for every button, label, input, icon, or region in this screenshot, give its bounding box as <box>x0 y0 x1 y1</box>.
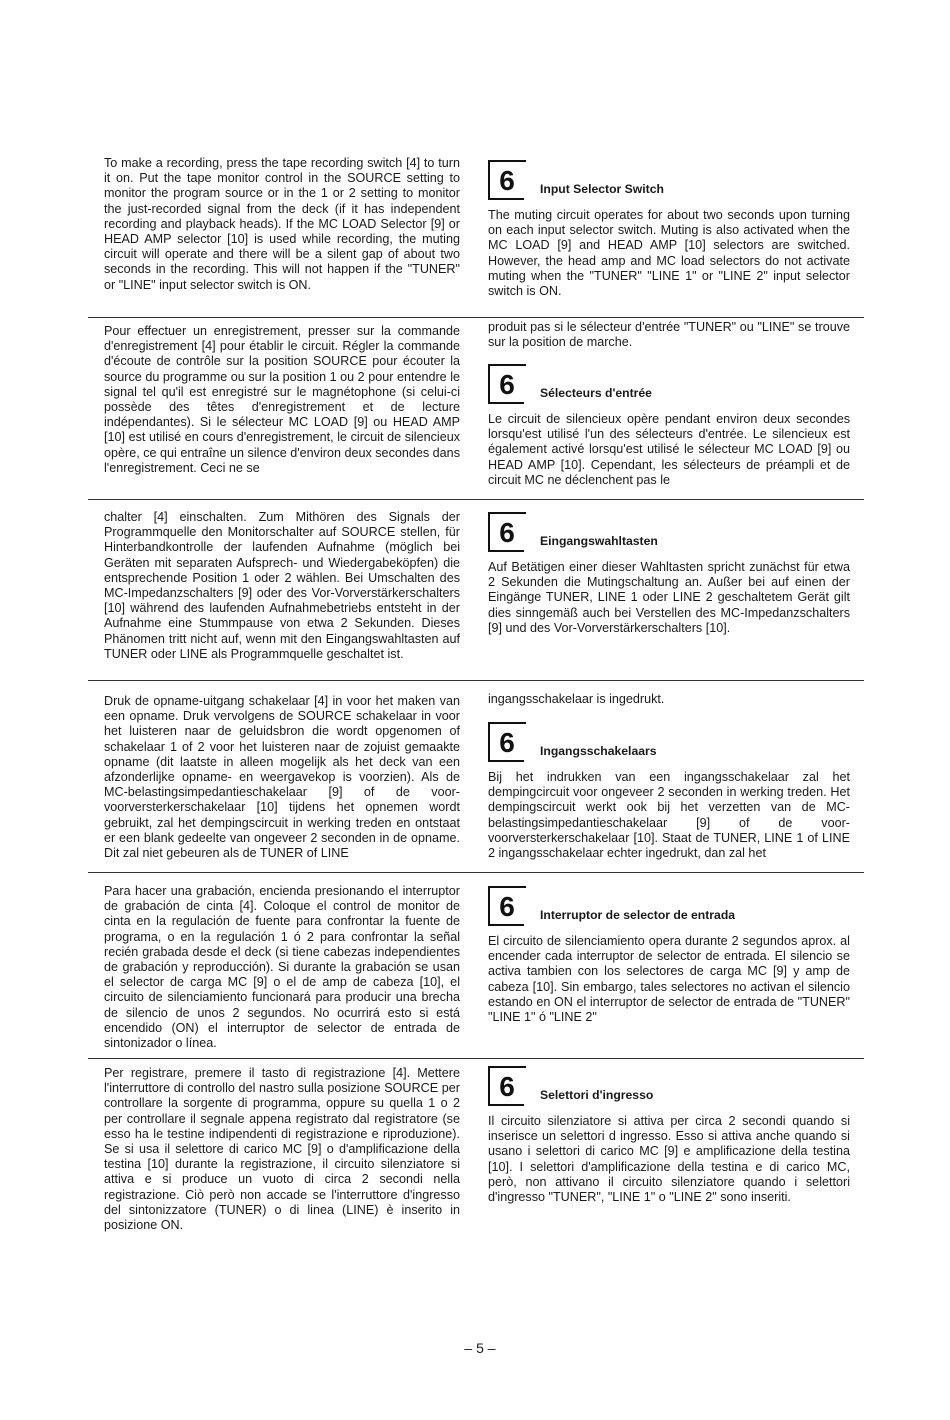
section-body: The muting circuit operates for about two seconds upon turning on each input selector switch. Muting is also activated when the MC LOAD [9] and HEAD AMP [10] selectors are switched. However, the head amp and MC load selectors do not activate muting when the "TUNER" "LINE 1" or "LINE 2" input selector switch is ON. <box>488 208 850 299</box>
section-number: 6 <box>499 369 515 400</box>
german-left-text: chalter [4] einschalten. Zum Mithören des Signals der Programmquelle den Monitorschalter auf SOURCE stellen, für Hinterbandkontrolle der laufenden Aufnahme (möglich bei Geräten mit separaten Aufsprech- und Wiedergabeköpfen) die entsprechende Position 1 oder 2 wählen. Bei Umschalten des MC-Impedanzschalters [9] oder des Vor-Vorverstärkerschalters [10] während des laufenden Aufnahmebetriebs entsteht in der Aufnahme eine Stummpause von etwa 2 Sekunden. Dieses Phänomen tritt nicht auf, wenn mit den Eingangswahltasten auf TUNER oder LINE als Programmquelle geschaltet ist. <box>104 510 460 661</box>
italian-left-text: Per registrare, premere il tasto di registrazione [4]. Mettere l'interruttore di controllo del nastro sulla posizione SOURCE per controllare la sorgente di programma, oppure su quella 1 o 2 per controllare il segnale appena registrato dal registratore (se esso ha le testine indipendenti di registrazione e riproduzione). Se si usa il selettore di carico MC [9] o d'amplificazione della testina [10] durante la registrazione, il circuito silenziatore si attiva e si produce un vuoto di circa 2 secondi nella registrazione. Ciò però non accade se l'interruttore d'ingresso del sintonizzatore (TUNER) o di linea (LINE) è inserito in posizione ON. <box>104 1066 460 1233</box>
section-number: 6 <box>499 891 515 922</box>
divider <box>88 1058 864 1059</box>
section-badge <box>488 160 524 200</box>
section-heading: Input Selector Switch <box>540 182 664 196</box>
page-number: – 5 – <box>464 1340 496 1356</box>
section-body: Le circuit de silencieux opère pendant environ deux secondes lorsqu'est utilisé l'un des sélecteurs d'entrée. Le silencieux est également activé lorsqu'est utilisé le sélecteur MC LOAD [9] ou HEAD AMP [10]. Cependant, les sélecteurs de préampli et de circuit MC ne déclenchent pas le <box>488 412 850 487</box>
section-body: Bij het indrukken van een ingangsschakelaar zal het dempingcircuit voor ongeveer 2 seconden in werking treden. Het dempingscircuit werkt ook bij het verzetten van de MC-belastingsimpedantieschakelaar [9] of de voor-voorversterkerschakelaar [10]. Staat de TUNER, LINE 1 of LINE 2 ingangsschakelaar echter ingedrukt, dan zal het <box>488 770 850 861</box>
section-heading: Sélecteurs d'entrée <box>540 386 652 400</box>
spanish-left-text: Para hacer una grabación, encienda presionando el interruptor de grabación de cinta [4]. Coloque el control de monitor de cinta en la regulación de fuente para confrontar la fuente de programa, o en la regulación 1 ó 2 para confrontar la señal recién grabada desde el deck (si tiene cabezas independientes de grabación y reproducción). Si durante la grabación se usan el selector de carga MC [9] o el de amp de cabeza [10], el circuito de silenciamiento funcionará para producir una brecha de silencio de unos 2 segundos. No ocurrirá esto si está encendido (ON) el interruptor de selector de entrada de sintonizador o línea. <box>104 884 460 1051</box>
section-number: 6 <box>499 165 515 196</box>
divider <box>88 499 864 500</box>
section-number: 6 <box>499 1071 515 1102</box>
section-body: Auf Betätigen einer dieser Wahltasten spricht zunächst für etwa 2 Sekunden die Mutingschaltung an. Außer bei auf einen der Eingänge TUNER, LINE 1 oder LINE 2 geschaltetem Gerät gilt dies sinngemäß auch bei Verstellen des MC-Impedanzschalters [9] und des Vor-Vorverstärkerschalters [10]. <box>488 560 850 635</box>
divider <box>88 872 864 873</box>
section-number: 6 <box>499 727 515 758</box>
section-badge <box>488 886 524 926</box>
section-heading: Eingangswahltasten <box>540 534 658 548</box>
section-badge <box>488 722 524 762</box>
section-badge <box>488 364 524 404</box>
divider <box>88 680 864 681</box>
section-badge <box>488 1066 524 1106</box>
section-heading: Selettori d'ingresso <box>540 1088 654 1102</box>
dutch-left-text: Druk de opname-uitgang schakelaar [4] in voor het maken van een opname. Druk vervolgens de SOURCE schakelaar in voor het luisteren naar de geluidsbron die wordt opgenomen of schakelaar 1 of 2 voor het luisteren naar de zojuist gemaakte opname (dit laatste in alleen mogelijk als het deck van een afzonderlijke opname- en weergavekop is voorzien). Als de MC-belastingsimpedantieschakelaar [9] of de voor-voorversterkerschakelaar [10] tijdens het opnemen wordt gebruikt, zal het dempingscircuit in werking treden en ontstaat er een blank gedeelte van ongeveer 2 seconden in de opname. Dit zal niet gebeuren als de TUNER of LINE <box>104 694 460 861</box>
divider <box>88 317 864 318</box>
section-body: El circuito de silenciamiento opera durante 2 segundos aprox. al encender cada interruptor de selector de entrada. El silencio se activa tambien con los selectores de carga MC [9] y amp de cabeza [10]. Sin embargo, tales selectores no activan el silencio estando en ON el interruptor de selector de entrada de "TUNER" "LINE 1" ó "LINE 2" <box>488 934 850 1025</box>
section-body: Il circuito silenziatore si attiva per circa 2 secondi quando si inserisce un selettori d ingresso. Esso si attiva anche quando si usano i selettori di carico MC [9] e amplificazione della testina [10]. I selettori d'amplificazione della testina e di carico MC, però, non attivano il circuito silenziatore quando i selettori d'ingresso "TUNER", "LINE 1" o "LINE 2" sono inseriti. <box>488 1114 850 1205</box>
dutch-right-top-text: ingangsschakelaar is ingedrukt. <box>488 692 665 706</box>
french-left-text: Pour effectuer un enregistrement, presser sur la commande d'enregistrement [4] pour établir le circuit. Régler la commande d'écoute de contrôle sur la position SOURCE pour écouter la source du programme ou sur la position 1 ou 2 pour entendre le signal tel qu'il est enregistré sur le magnétophone (si celui-ci possède des têtes d'enregistrement et de lecture indépendantes). Si le sélecteur MC LOAD [9] ou HEAD AMP [10] est utilisé en cours d'enregistrement, le circuit de silencieux opère, ce qui entraîne un silence d'environ deux secondes dans l'enregistrement. Ceci ne se <box>104 324 460 475</box>
section-heading: Ingangsschakelaars <box>540 744 657 758</box>
english-left-text: To make a recording, press the tape recording switch [4] to turn it on. Put the tape monitor control in the SOURCE setting to monitor the program source or in the 1 or 2 setting to monitor the just-recorded signal from the deck (if it has independent recording and playback heads). If the MC LOAD Selector [9] or HEAD AMP selector [10] is used while recording, the muting circuit will operate and there will be a silent gap of about two seconds in the recording. This will not happen if the "TUNER" or "LINE" input selector switch is ON. <box>104 156 460 292</box>
section-badge <box>488 512 524 552</box>
french-right-top-text: produit pas si le sélecteur d'entrée "TUNER" ou "LINE" se trouve sur la position de marche. <box>488 320 850 350</box>
section-heading: Interruptor de selector de entrada <box>540 908 736 922</box>
section-number: 6 <box>499 517 515 548</box>
